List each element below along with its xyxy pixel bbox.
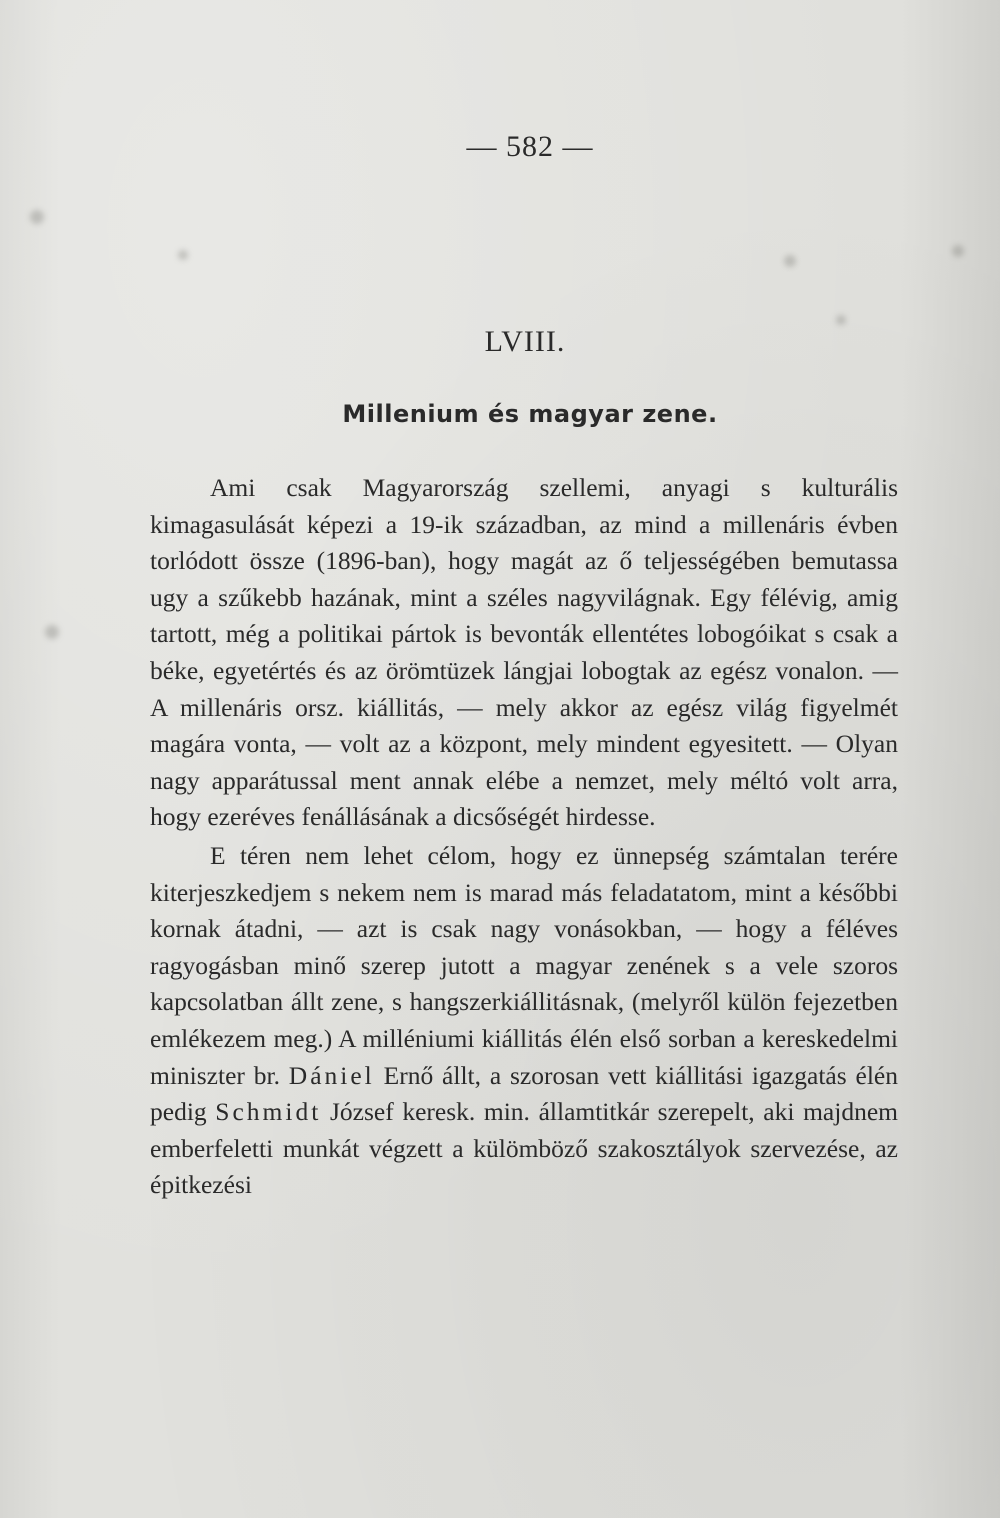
paragraph-2 <box>150 838 898 1204</box>
paragraph-1: Ami csak Magyarország szellemi, anyagi s kulturális kimagasulását képezi a 19-ik században, az mind a millenáris évben torlódott össze (1896-ban), hogy magát az ő teljességében bemutassa ugy a szűkebb hazának, mint a széles nagyvilágnak. Egy félévig, amig tartott, még a politikai pártok is bevonták ellentétes lobogóikat s csak a béke, egyetértés és az örömtüzek lángjai lobogtak az egész vonalon. — A millenáris orsz. kiállitás, — mely akkor az egész világ figyelmét magára vonta, — volt az a központ, mely mindent egyesitett. — Olyan nagy apparátussal ment annak elébe a nemzet, mely méltó volt arra, hogy ezeréves fenállásának a dicsőségét hirdesse. <box>150 473 898 832</box>
paper-speck <box>178 250 188 260</box>
paper-speck <box>784 255 796 267</box>
paragraph-2-part-2: Ernő állt, a szorosan vett kiállitási igazgatás élén pedig <box>150 1060 898 1127</box>
chapter-number: LVIII. <box>484 325 566 358</box>
paper-speck <box>952 245 964 257</box>
paper-speck <box>45 625 59 639</box>
page-number: — 582 — <box>466 130 594 163</box>
body-text <box>150 470 898 1206</box>
paragraph-2-part-1: E téren nem lehet célom, hogy ez ünnepség számtalan terére kiterjeszkedjem s nekem nem is marad más feladatatom, mint a későbbi kornak átadni, — azt is csak nagy vonásokban, — hogy a féléves ragyogásban minő szerep jutott a magyar zenének s a vele szoros kapcsolatban állt zene, s hangszerkiállitásnak, (melyről külön fejezetben emlékezem meg.) A milléniumi kiállitás élén első sorban a kereskedelmi miniszter br. <box>150 840 898 1090</box>
paper-speck <box>836 315 846 325</box>
paragraph-2-part-3: József keresk. min. államtitkár szerepelt, aki majdnem emberfeletti munkát végzett a külömböző szakosztályok szervezése, az épitkezési <box>150 1097 898 1200</box>
person-name-schmidt: Schmidt <box>215 1097 322 1127</box>
paper-speck <box>30 210 44 224</box>
person-name-daniel: Dániel <box>288 1060 375 1090</box>
chapter-title: Millenium és magyar zene. <box>342 400 718 428</box>
